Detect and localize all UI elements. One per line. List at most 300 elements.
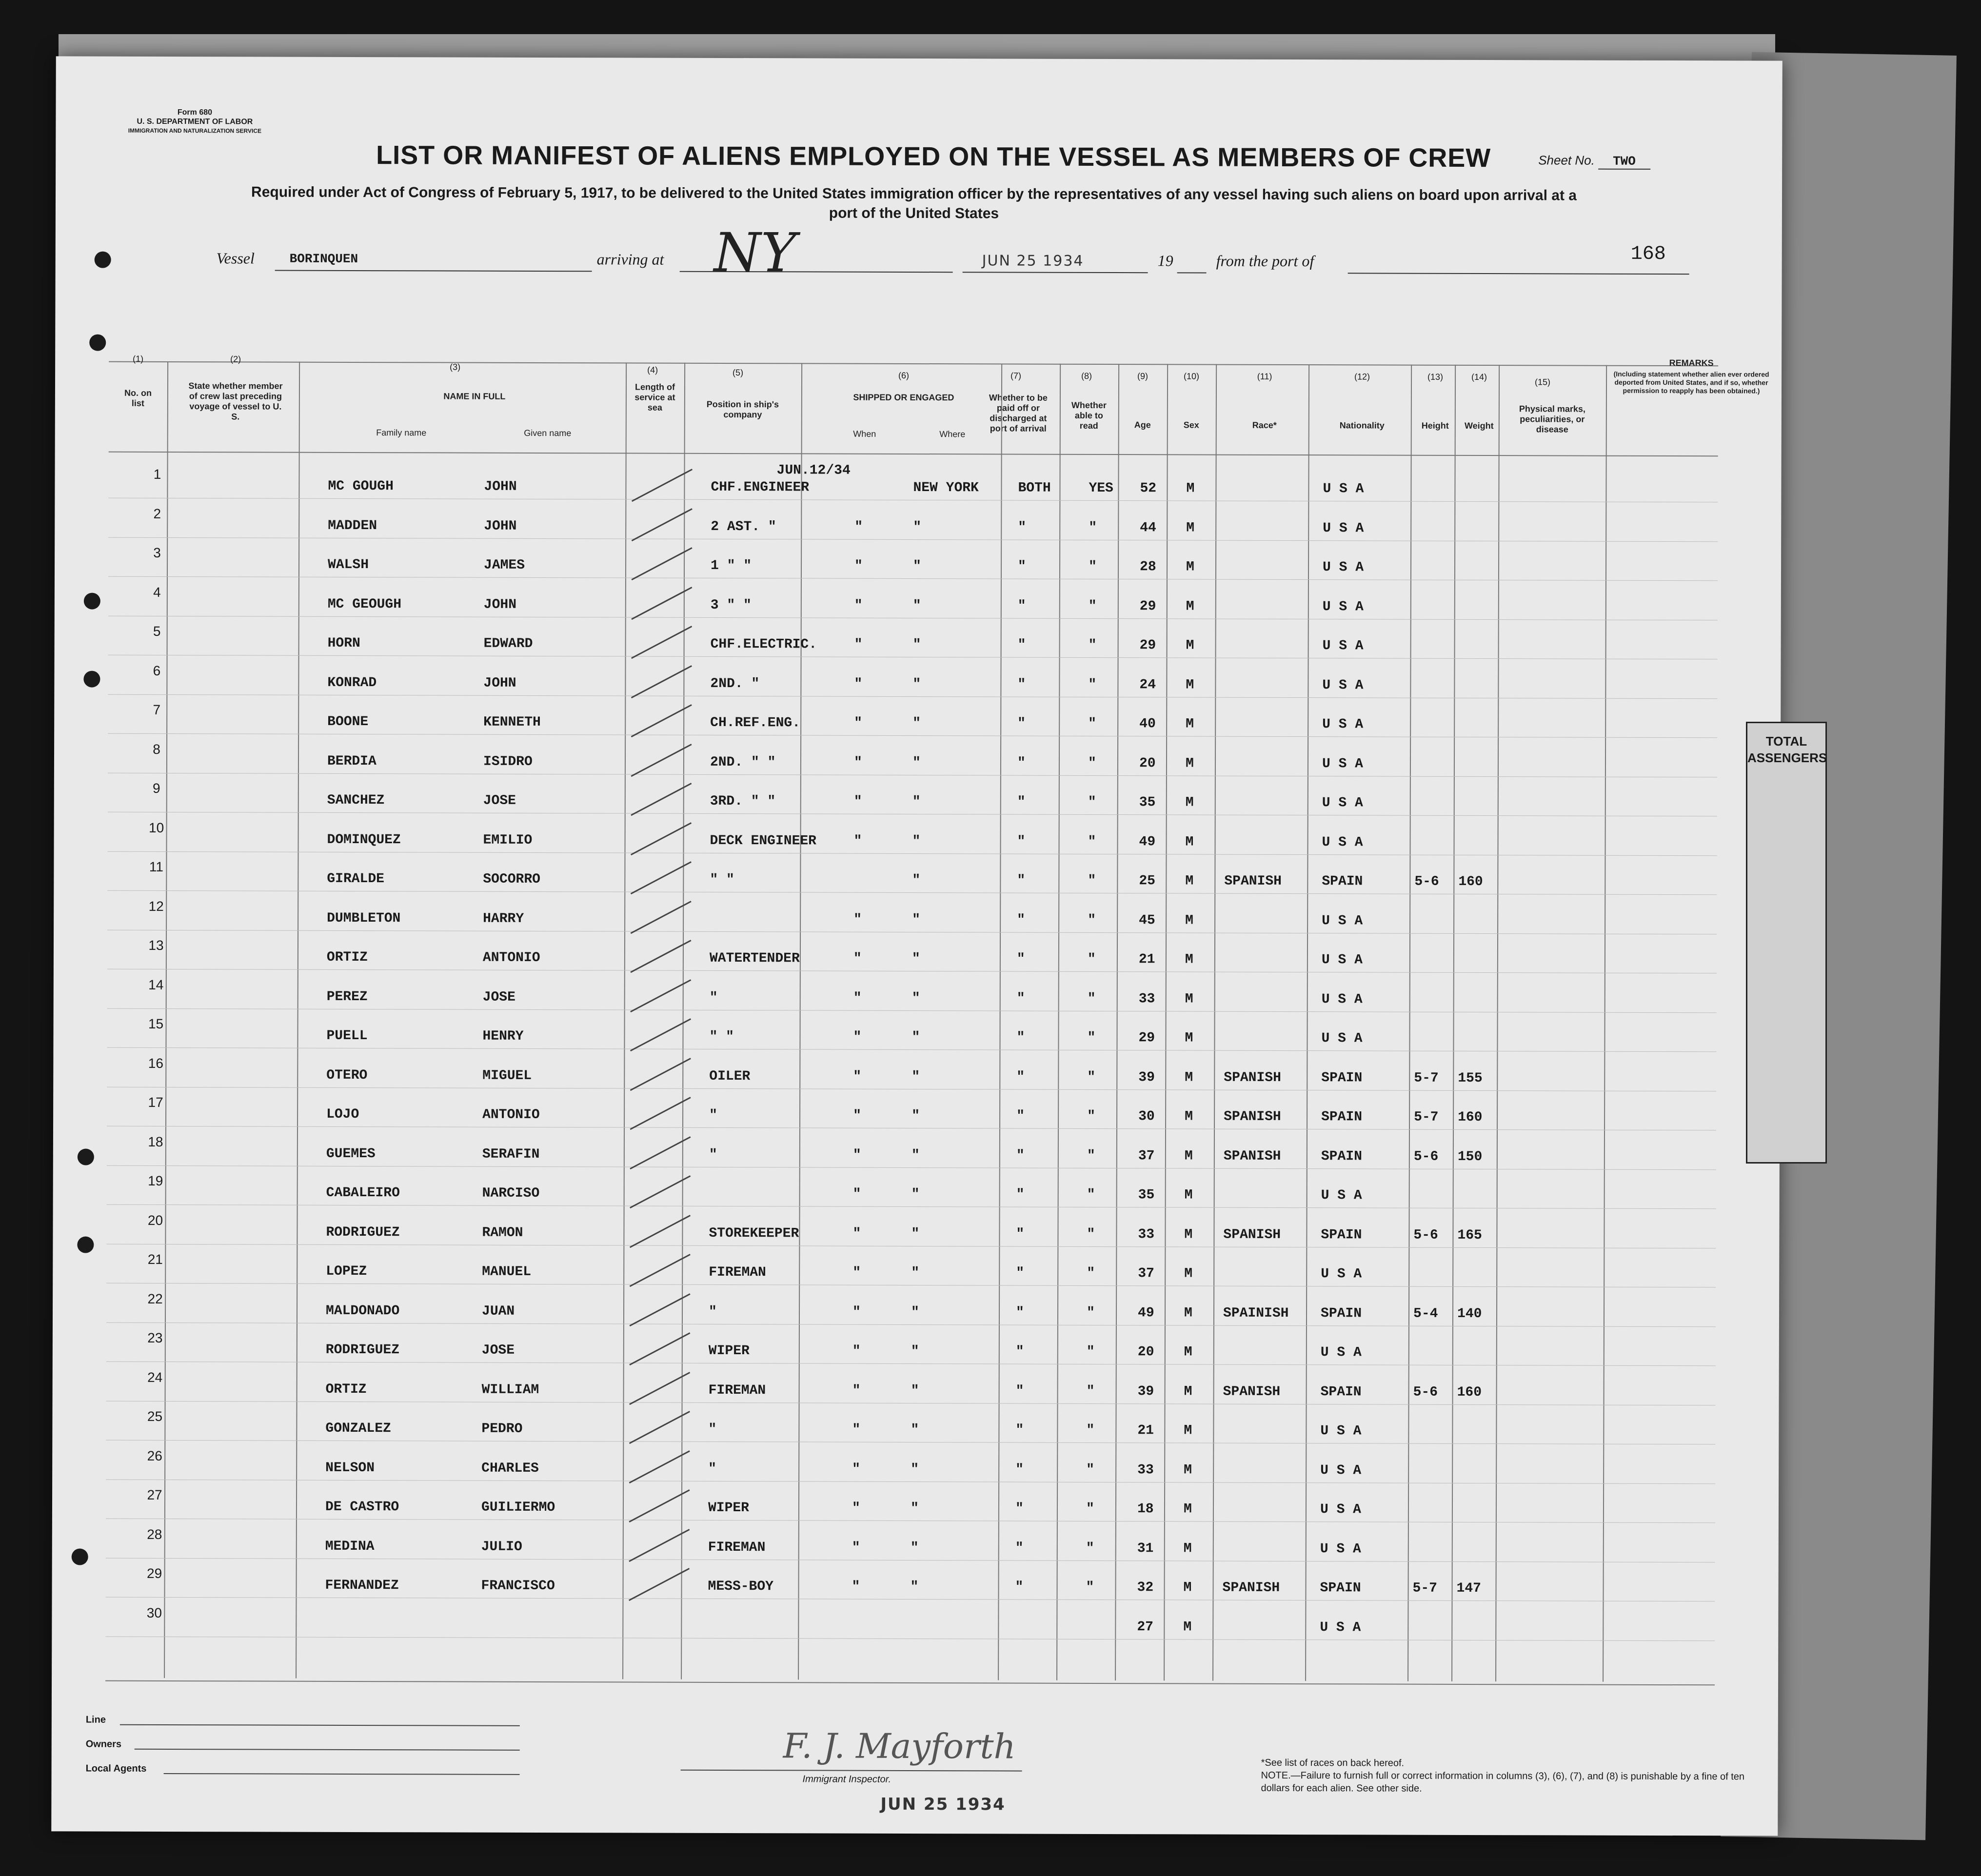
able-to-read-cell: " xyxy=(1088,912,1096,928)
local-agents-label: Local Agents xyxy=(85,1763,147,1774)
sex-cell: M xyxy=(1185,834,1194,849)
paid-off-cell: " xyxy=(1017,834,1026,849)
family-name-cell: HORN xyxy=(327,635,360,652)
nationality-cell: U S A xyxy=(1320,1462,1362,1478)
paid-off-cell: " xyxy=(1017,873,1026,889)
age-cell: 52 xyxy=(1140,481,1157,496)
family-name-cell: NELSON xyxy=(325,1460,375,1476)
position-cell: FIREMAN xyxy=(708,1382,766,1398)
row-divider xyxy=(106,1558,1715,1562)
family-name-cell: OTERO xyxy=(326,1067,368,1083)
age-cell: 37 xyxy=(1138,1266,1154,1282)
shipped-where-cell: " xyxy=(912,637,921,653)
given-name-cell: JOHN xyxy=(483,597,517,612)
position-cell: WIPER xyxy=(708,1343,750,1359)
able-to-read-cell: " xyxy=(1088,559,1097,574)
paid-off-cell: " xyxy=(1017,559,1026,574)
row-number: 12 xyxy=(148,898,164,914)
row-divider xyxy=(108,655,1718,660)
service-length-tick xyxy=(632,508,693,541)
col-header-name: NAME IN FULL xyxy=(443,391,506,401)
row-number: 16 xyxy=(148,1055,163,1071)
family-name-cell: WALSH xyxy=(328,557,369,573)
row-number: 3 xyxy=(153,545,161,560)
vessel-info-row xyxy=(109,221,1719,284)
row-number: 9 xyxy=(153,780,160,796)
position-cell: 3RD. " " xyxy=(710,793,776,810)
nationality-cell: U S A xyxy=(1322,599,1364,614)
weight-cell: 165 xyxy=(1457,1227,1482,1243)
race-cell: SPANISH xyxy=(1224,873,1282,889)
row-divider xyxy=(108,537,1718,542)
paid-off-cell: " xyxy=(1015,1422,1024,1438)
row-number: 28 xyxy=(147,1526,162,1542)
row-number: 8 xyxy=(153,741,160,757)
col-num: (10) xyxy=(1184,371,1200,381)
row-number: 26 xyxy=(147,1448,162,1463)
row-number: 5 xyxy=(153,623,161,639)
service-length-tick xyxy=(631,744,692,777)
paid-off-cell: " xyxy=(1017,716,1026,731)
shipped-when-cell: " xyxy=(853,833,862,849)
nationality-cell: U S A xyxy=(1322,756,1364,771)
paid-off-cell: " xyxy=(1018,520,1027,535)
shipped-when-cell: " xyxy=(852,1226,861,1242)
position-cell: " xyxy=(709,990,718,1006)
nationality-cell: SPAIN xyxy=(1322,874,1363,889)
family-name-cell: GUEMES xyxy=(326,1146,376,1162)
able-to-read-cell: " xyxy=(1087,1108,1095,1124)
shipped-where-cell: " xyxy=(910,1579,919,1595)
family-name-cell: LOPEZ xyxy=(326,1264,367,1280)
column-rule xyxy=(1495,365,1500,1681)
family-name-cell: ORTIZ xyxy=(326,949,368,966)
col-num: (5) xyxy=(733,368,744,378)
service-length-tick xyxy=(629,1332,690,1365)
shipped-where-cell: " xyxy=(911,1186,920,1203)
col-num: (6) xyxy=(898,370,910,380)
able-to-read-cell: " xyxy=(1089,520,1097,535)
sex-cell: M xyxy=(1185,991,1193,1007)
col-num: (15) xyxy=(1534,377,1551,387)
service-length-tick xyxy=(629,1411,690,1444)
col-header-remarks: REMARKS xyxy=(1669,358,1714,368)
paid-off-cell: " xyxy=(1015,1462,1024,1478)
inspector-date-stamp: JUN 25 1934 xyxy=(880,1794,1006,1815)
column-rule xyxy=(296,362,300,1679)
shipped-when-cell: " xyxy=(853,794,862,810)
shipped-date-stamp: JUN.12/34 xyxy=(776,463,851,478)
shipped-where-cell: " xyxy=(911,951,920,967)
col-header-no: No. on list xyxy=(124,388,152,408)
given-name-cell: RAMON xyxy=(482,1225,523,1241)
position-cell: STOREKEEPER xyxy=(709,1225,799,1241)
given-name-cell: JULIO xyxy=(481,1539,522,1555)
given-name-cell: ANTONIO xyxy=(482,1107,540,1123)
sex-cell: M xyxy=(1183,1540,1192,1556)
age-cell: 33 xyxy=(1138,991,1155,1007)
nationality-cell: U S A xyxy=(1320,1502,1362,1518)
shipped-when-cell: " xyxy=(853,951,862,967)
col-num: (2) xyxy=(230,354,241,364)
paid-off-cell: " xyxy=(1016,1108,1025,1124)
paid-off-cell: " xyxy=(1016,1187,1025,1203)
shipped-when-cell: " xyxy=(852,1383,861,1399)
age-cell: 24 xyxy=(1139,677,1156,692)
service-length-tick xyxy=(630,1136,691,1169)
service-length-tick xyxy=(630,1215,691,1248)
nationality-cell: U S A xyxy=(1320,1423,1362,1439)
shipped-when-cell: " xyxy=(852,1265,861,1281)
col-header-when: When xyxy=(853,429,876,439)
service-length-tick xyxy=(631,704,692,737)
family-name-cell: PEREZ xyxy=(326,989,368,1005)
given-name-cell: MIGUEL xyxy=(482,1068,532,1084)
service-length-tick xyxy=(629,1529,690,1562)
shipped-where-cell: " xyxy=(912,676,921,692)
shipped-where-cell: " xyxy=(911,1147,920,1163)
form-identifier xyxy=(114,108,275,136)
able-to-read-cell: " xyxy=(1088,637,1097,653)
inspector-label: Immigrant Inspector. xyxy=(802,1774,891,1785)
row-number: 10 xyxy=(149,820,164,835)
col-header-where: Where xyxy=(939,429,966,439)
position-cell: MESS-BOY xyxy=(708,1579,774,1595)
nationality-cell: U S A xyxy=(1323,481,1364,497)
row-divider xyxy=(107,1086,1716,1091)
service-length-tick xyxy=(631,626,692,659)
row-divider xyxy=(108,615,1718,620)
inspector-signature: F. J. Mayforth xyxy=(783,1726,1016,1767)
age-cell: 30 xyxy=(1138,1109,1155,1125)
given-name-cell: SERAFIN xyxy=(482,1146,540,1162)
sex-cell: M xyxy=(1184,1226,1193,1242)
shipped-when-cell: " xyxy=(852,1501,860,1516)
year-label: 19 xyxy=(1157,252,1173,270)
nationality-cell: U S A xyxy=(1322,834,1363,850)
service-length-tick xyxy=(631,861,692,894)
given-name-cell: HARRY xyxy=(483,911,524,927)
family-name-cell: DUMBLETON xyxy=(327,910,401,926)
row-divider xyxy=(108,772,1717,777)
nationality-cell: U S A xyxy=(1320,1541,1361,1557)
nationality-cell: U S A xyxy=(1321,1031,1363,1047)
shipped-when-cell: " xyxy=(853,755,862,770)
able-to-read-cell: " xyxy=(1087,1148,1095,1164)
position-cell: " xyxy=(708,1422,717,1437)
weight-cell: 147 xyxy=(1456,1580,1482,1597)
row-divider xyxy=(106,1283,1716,1288)
sex-cell: M xyxy=(1185,912,1193,928)
column-rule xyxy=(798,363,802,1679)
service-length-tick xyxy=(631,901,692,934)
service-length-tick xyxy=(629,1489,690,1522)
nationality-cell: U S A xyxy=(1321,1266,1362,1282)
age-cell: 44 xyxy=(1140,520,1156,535)
binder-hole xyxy=(84,593,100,610)
col-header-weight: Weight xyxy=(1464,420,1494,431)
shipped-when-cell: " xyxy=(854,519,863,535)
nationality-cell: U S A xyxy=(1322,717,1364,732)
paid-off-cell: " xyxy=(1017,794,1026,810)
able-to-read-cell: " xyxy=(1086,1383,1095,1399)
sex-cell: M xyxy=(1186,677,1194,692)
paid-off-cell: " xyxy=(1016,1069,1025,1085)
column-rule xyxy=(1212,364,1217,1681)
col-header-physical-marks: Physical marks, peculiarities, or disease xyxy=(1519,404,1585,434)
row-divider xyxy=(106,1322,1716,1327)
col-header-shipped: SHIPPED OR ENGAGED xyxy=(853,392,954,403)
row-number: 24 xyxy=(147,1369,163,1385)
age-cell: 29 xyxy=(1139,598,1156,614)
shipped-when-cell: " xyxy=(854,676,863,692)
family-name-cell: ORTIZ xyxy=(325,1382,367,1397)
age-cell: 49 xyxy=(1139,834,1156,849)
race-cell: SPANISH xyxy=(1223,1148,1281,1164)
manifest-page xyxy=(51,56,1783,1836)
age-cell: 33 xyxy=(1137,1462,1154,1478)
given-name-cell: JOSE xyxy=(482,989,515,1005)
weight-cell: 160 xyxy=(1458,1109,1483,1126)
age-cell: 35 xyxy=(1138,1187,1155,1203)
sex-cell: M xyxy=(1184,1187,1193,1203)
column-rule xyxy=(1115,364,1119,1680)
position-cell: 2 AST. " xyxy=(711,519,776,534)
height-cell: 5-4 xyxy=(1413,1306,1438,1322)
col-header-position: Position in ship's company xyxy=(706,399,779,420)
age-cell: 45 xyxy=(1139,912,1155,928)
service-length-tick xyxy=(630,1018,691,1051)
col-num: (9) xyxy=(1137,371,1149,381)
vessel-underline xyxy=(275,270,592,272)
row-divider xyxy=(107,1126,1716,1131)
family-name-cell: GIRALDE xyxy=(327,871,385,887)
family-name-cell: GONZALEZ xyxy=(325,1421,391,1437)
age-cell: 21 xyxy=(1138,952,1155,968)
shipped-where-cell: " xyxy=(911,1304,919,1320)
given-name-cell: WILLIAM xyxy=(481,1382,539,1398)
row-divider xyxy=(108,576,1718,581)
able-to-read-cell: " xyxy=(1087,991,1096,1007)
col-header-read: Whether able to read xyxy=(1071,400,1107,431)
age-cell: 25 xyxy=(1139,873,1156,889)
row-number: 25 xyxy=(147,1408,163,1424)
able-to-read-cell: " xyxy=(1087,1030,1096,1046)
shipped-where-cell: " xyxy=(910,1540,919,1556)
shipped-where-cell: " xyxy=(911,1265,920,1281)
sex-cell: M xyxy=(1185,755,1194,771)
col-num: (11) xyxy=(1257,371,1272,381)
row-number: 7 xyxy=(153,702,161,717)
sex-cell: M xyxy=(1183,1580,1192,1596)
family-name-cell: FERNANDEZ xyxy=(325,1578,399,1594)
shipped-when-cell: " xyxy=(852,1422,861,1438)
paid-off-cell: " xyxy=(1016,951,1025,967)
row-number: 19 xyxy=(148,1173,163,1188)
row-divider xyxy=(107,1165,1716,1170)
family-name-cell: KONRAD xyxy=(327,675,377,691)
paid-off-cell: " xyxy=(1016,1148,1025,1164)
paid-off-cell: " xyxy=(1015,1383,1024,1399)
weight-cell: 155 xyxy=(1458,1070,1483,1086)
position-cell: FIREMAN xyxy=(709,1264,766,1281)
row-divider xyxy=(106,1519,1715,1523)
service-length-tick xyxy=(631,783,692,816)
row-number: 6 xyxy=(153,663,161,678)
able-to-read-cell: " xyxy=(1087,1187,1095,1203)
col-header-service-length: Length of service at sea xyxy=(634,382,675,413)
weight-cell: 160 xyxy=(1457,1384,1482,1400)
race-cell: SPANISH xyxy=(1222,1580,1280,1596)
family-name-cell: PUELL xyxy=(326,1028,368,1044)
paid-off-cell: " xyxy=(1016,1265,1025,1281)
total-passengers-box xyxy=(1746,722,1827,1164)
nationality-cell: U S A xyxy=(1320,1345,1362,1361)
given-name-cell: JOHN xyxy=(484,479,517,494)
family-name-cell: DOMINQUEZ xyxy=(327,832,401,848)
paid-off-cell: " xyxy=(1016,1226,1025,1242)
paid-off-cell: " xyxy=(1017,677,1026,692)
row-number: 4 xyxy=(153,584,161,600)
able-to-read-cell: " xyxy=(1088,598,1097,614)
row-number: 15 xyxy=(148,1016,164,1031)
col-header-paid-off: Whether to be paid off or discharged at port of arrival xyxy=(989,393,1048,434)
service-length-tick xyxy=(630,1175,691,1208)
paid-off-cell: " xyxy=(1016,1030,1025,1046)
sex-cell: M xyxy=(1186,520,1195,535)
able-to-read-cell: " xyxy=(1086,1462,1095,1478)
paid-off-cell: " xyxy=(1017,755,1026,771)
shipped-where-cell: " xyxy=(911,990,920,1006)
weight-cell: 140 xyxy=(1457,1306,1482,1322)
able-to-read-cell: " xyxy=(1086,1344,1095,1360)
service-length-tick xyxy=(629,1293,690,1326)
able-to-read-cell: " xyxy=(1086,1305,1095,1321)
vessel-name: BORINQUEN xyxy=(289,251,358,266)
position-cell: OILER xyxy=(709,1068,751,1084)
paid-off-cell: " xyxy=(1017,912,1025,928)
col-num: (1) xyxy=(133,354,144,364)
row-number: 22 xyxy=(147,1291,163,1306)
age-cell: 39 xyxy=(1137,1383,1154,1399)
position-cell: " xyxy=(709,1107,717,1123)
shipped-where-cell: " xyxy=(912,715,921,731)
given-name-cell: JAMES xyxy=(484,557,525,573)
shipped-when-cell: " xyxy=(852,1540,860,1556)
sex-cell: M xyxy=(1185,873,1194,889)
able-to-read-cell: " xyxy=(1088,677,1097,692)
age-cell: 29 xyxy=(1138,1030,1155,1046)
shipped-when-cell: " xyxy=(854,558,863,574)
race-cell: SPANISH xyxy=(1224,1070,1281,1086)
race-cell: SPANISH xyxy=(1223,1227,1281,1243)
arrival-date-stamp: JUN 25 1934 xyxy=(982,252,1084,270)
col-num: (13) xyxy=(1427,372,1444,382)
subtitle-line-2: port of the United States xyxy=(829,205,999,222)
nationality-cell: U S A xyxy=(1323,520,1364,536)
binder-hole xyxy=(95,252,111,268)
sex-cell: M xyxy=(1184,1462,1192,1478)
shipped-when-cell: " xyxy=(853,912,862,928)
row-divider xyxy=(108,812,1717,817)
service-length-tick xyxy=(630,940,691,973)
row-divider xyxy=(106,1440,1715,1445)
family-name-cell: SANCHEZ xyxy=(327,792,385,809)
form-number: Form 680 xyxy=(177,108,213,117)
service-length-tick xyxy=(631,665,692,698)
paid-off-cell: " xyxy=(1015,1305,1024,1321)
shipped-when-cell: " xyxy=(852,1186,861,1202)
column-rule xyxy=(998,363,1002,1680)
able-to-read-cell: " xyxy=(1087,951,1096,967)
family-name-cell: DE CASTRO xyxy=(325,1499,399,1515)
position-cell: 3 " " xyxy=(710,597,752,613)
row-number: 11 xyxy=(149,859,163,874)
sex-cell: M xyxy=(1186,481,1195,496)
position-cell: WIPER xyxy=(708,1500,750,1516)
height-cell: 5-7 xyxy=(1412,1580,1438,1596)
position-cell: 1 " " xyxy=(710,558,752,574)
given-name-cell: JOSE xyxy=(481,1343,515,1358)
row-number: 20 xyxy=(147,1212,163,1228)
header-bottom-rule xyxy=(109,452,1718,457)
position-cell: CH.REF.ENG. xyxy=(710,715,801,731)
shipped-where-cell: " xyxy=(913,519,922,535)
height-cell: 5-7 xyxy=(1414,1070,1439,1086)
able-to-read-cell: " xyxy=(1086,1501,1094,1517)
arriving-label: arriving at xyxy=(596,250,664,268)
from-port-underline xyxy=(1348,273,1689,275)
given-name-cell: FRANCISCO xyxy=(481,1578,555,1594)
shipped-when-cell: " xyxy=(852,1147,861,1163)
row-divider xyxy=(106,1479,1715,1484)
service-length-tick xyxy=(630,1254,691,1287)
height-cell: 5-6 xyxy=(1413,1227,1438,1243)
binder-hole xyxy=(77,1236,94,1253)
given-name-cell: MANUEL xyxy=(482,1264,532,1280)
col-header-sex: Sex xyxy=(1183,420,1199,430)
binder-hole xyxy=(72,1548,88,1565)
nationality-cell: U S A xyxy=(1321,952,1363,968)
position-cell: DECK ENGINEER xyxy=(710,833,817,849)
service-name: IMMIGRATION AND NATURALIZATION SERVICE xyxy=(128,127,262,135)
line-underline xyxy=(120,1724,520,1726)
service-length-tick xyxy=(632,469,693,502)
col-num: (4) xyxy=(647,365,658,375)
owners-label: Owners xyxy=(85,1738,122,1750)
page-title: LIST OR MANIFEST OF ALIENS EMPLOYED ON THE VESSEL AS MEMBERS OF CREW xyxy=(376,140,1491,173)
paid-off-cell: " xyxy=(1015,1501,1024,1517)
row-divider xyxy=(108,498,1718,503)
nationality-cell: SPAIN xyxy=(1321,1227,1362,1243)
row-number: 18 xyxy=(148,1134,163,1149)
height-cell: 5-6 xyxy=(1414,874,1439,889)
given-name-cell: PEDRO xyxy=(481,1421,523,1437)
race-cell: SPANISH xyxy=(1224,1109,1281,1125)
able-to-read-cell: " xyxy=(1086,1580,1094,1595)
family-name-cell: MC GOUGH xyxy=(328,478,394,494)
column-rule xyxy=(622,362,627,1679)
age-cell: 29 xyxy=(1139,638,1156,653)
shipped-where-cell: " xyxy=(911,1226,920,1242)
row-divider xyxy=(106,1244,1716,1248)
nationality-cell: U S A xyxy=(1322,913,1363,928)
nationality-cell: U S A xyxy=(1322,638,1364,654)
shipped-where-cell: " xyxy=(912,833,921,849)
given-name-cell: KENNETH xyxy=(483,714,541,730)
date-underline xyxy=(963,272,1148,273)
position-cell: CHF.ELECTRIC. xyxy=(710,636,817,652)
